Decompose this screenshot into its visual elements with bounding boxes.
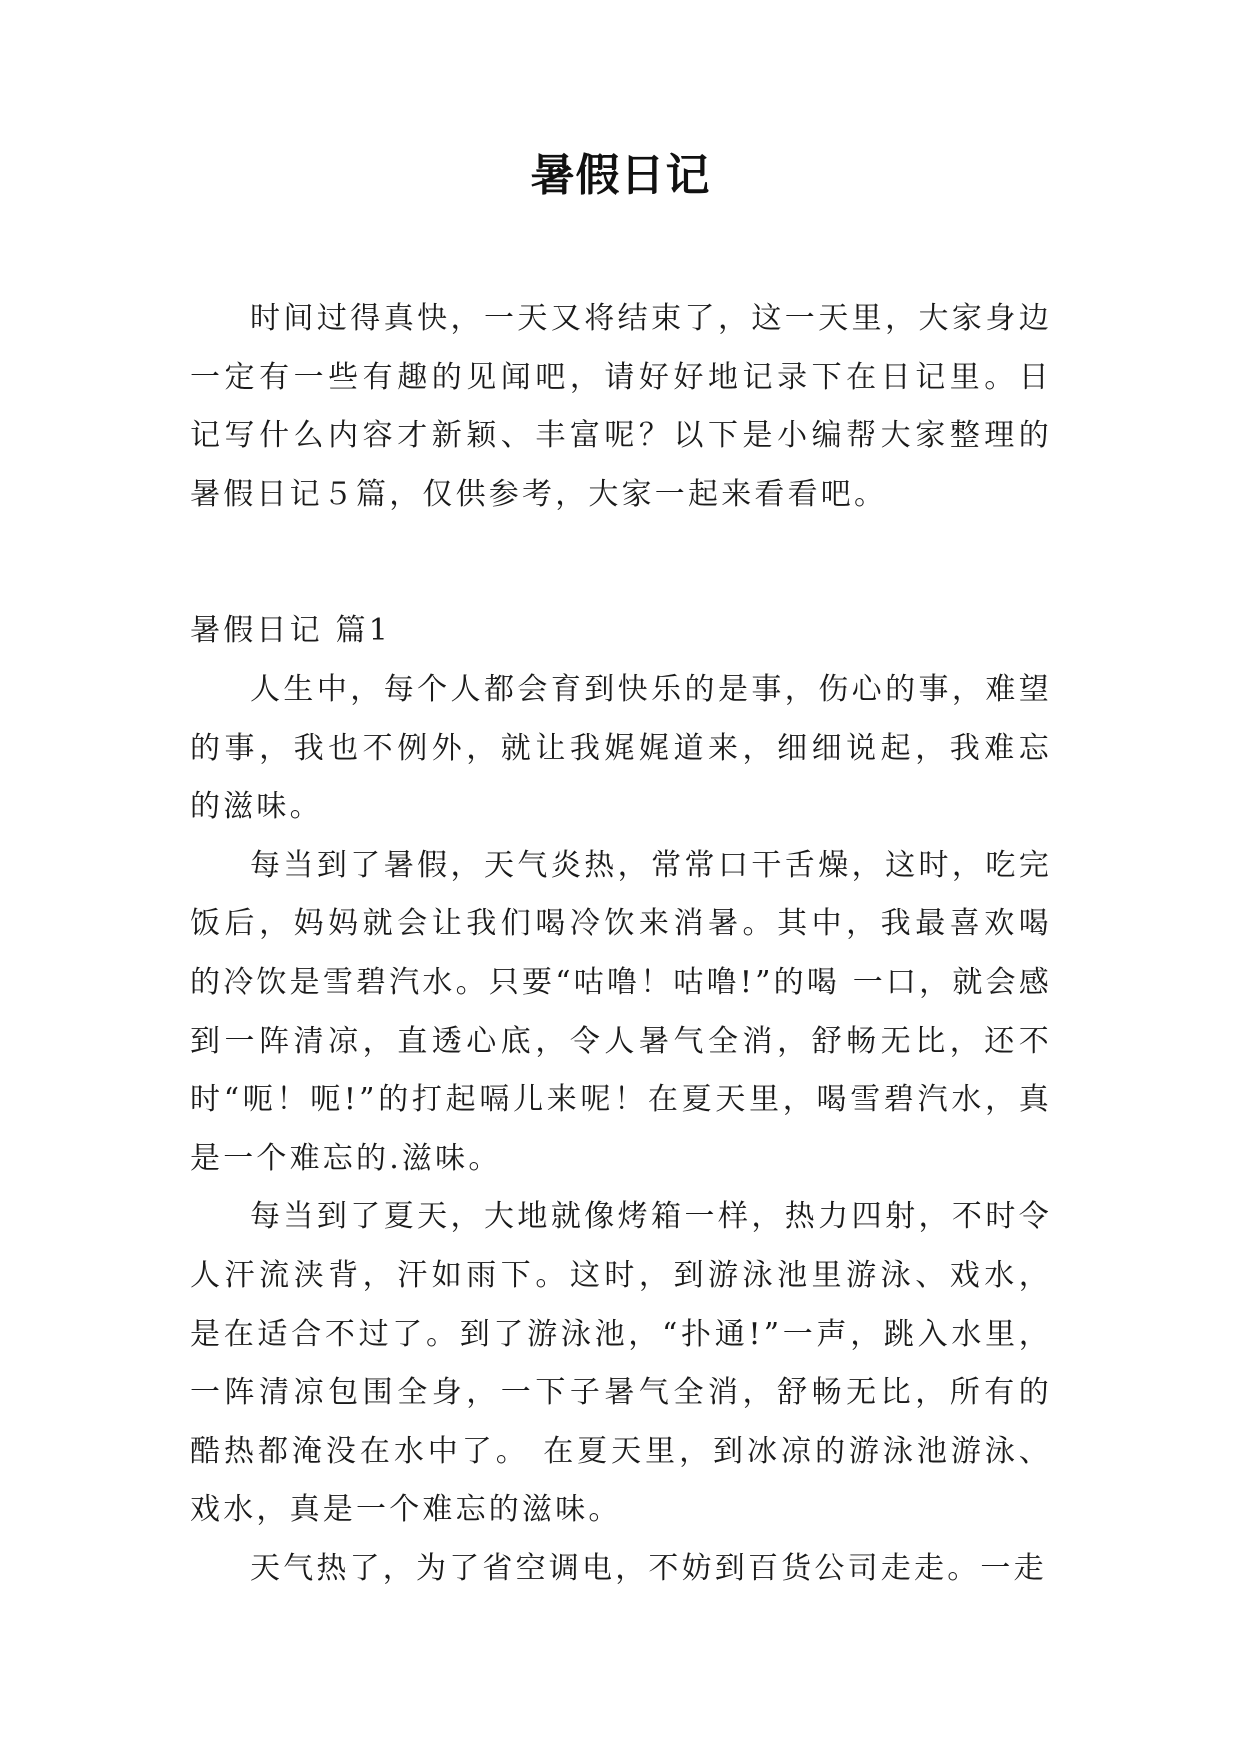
section-spacer	[190, 524, 1052, 602]
body-paragraph: 每当到了暑假，天气炎热，常常口干舌燥，这时，吃完饭后，妈妈就会让我们喝冷饮来消暑。其中，我最喜欢喝的冷饮是雪碧汽水。只要“咕噜！咕噜!”的喝 一口，就会感到一阵清凉，直透心底，令人暑气全消，舒畅无比，还不时“呃！呃!”的打起嗝儿来呢！在夏天里，喝雪碧汽水，真是一个难忘的.滋味。	[190, 847, 1052, 1176]
body-paragraph: 天气热了，为了省空调电，不妨到百货公司走走。一走	[250, 1550, 1047, 1586]
body-paragraph: 人生中，每个人都会育到快乐的是事，伤心的事，难望的事，我也不例外，就让我娓娓道来，细细说起，我难忘的滋味。	[190, 671, 1052, 825]
document-body	[190, 290, 1052, 1598]
intro-paragraph: 时间过得真快，一天又将结束了，这一天里，大家身边一定有一些有趣的见闻吧，请好好地记录下在日记里。日记写什么内容才新颖、丰富呢？以下是小编帮大家整理的暑假日记５篇，仅供参考，大家一起来看看吧。	[190, 301, 1052, 512]
document-title: 暑假日记	[530, 150, 711, 201]
body-paragraph: 每当到了夏天，大地就像烤箱一样，热力四射，不时令人汗流浃背，汗如雨下。这时，到游泳池里游泳、戏水，是在适合不过了。到了游泳池，“扑通!”一声，跳入水里，一阵清凉包围全身，一下子暑气全消，舒畅无比，所有的酷热都淹没在水中了。 在夏天里，到冰凉的游泳池游泳、戏水，真是一个难忘的滋味。	[190, 1199, 1052, 1528]
section-heading: 暑假日记 篇1	[190, 613, 392, 649]
